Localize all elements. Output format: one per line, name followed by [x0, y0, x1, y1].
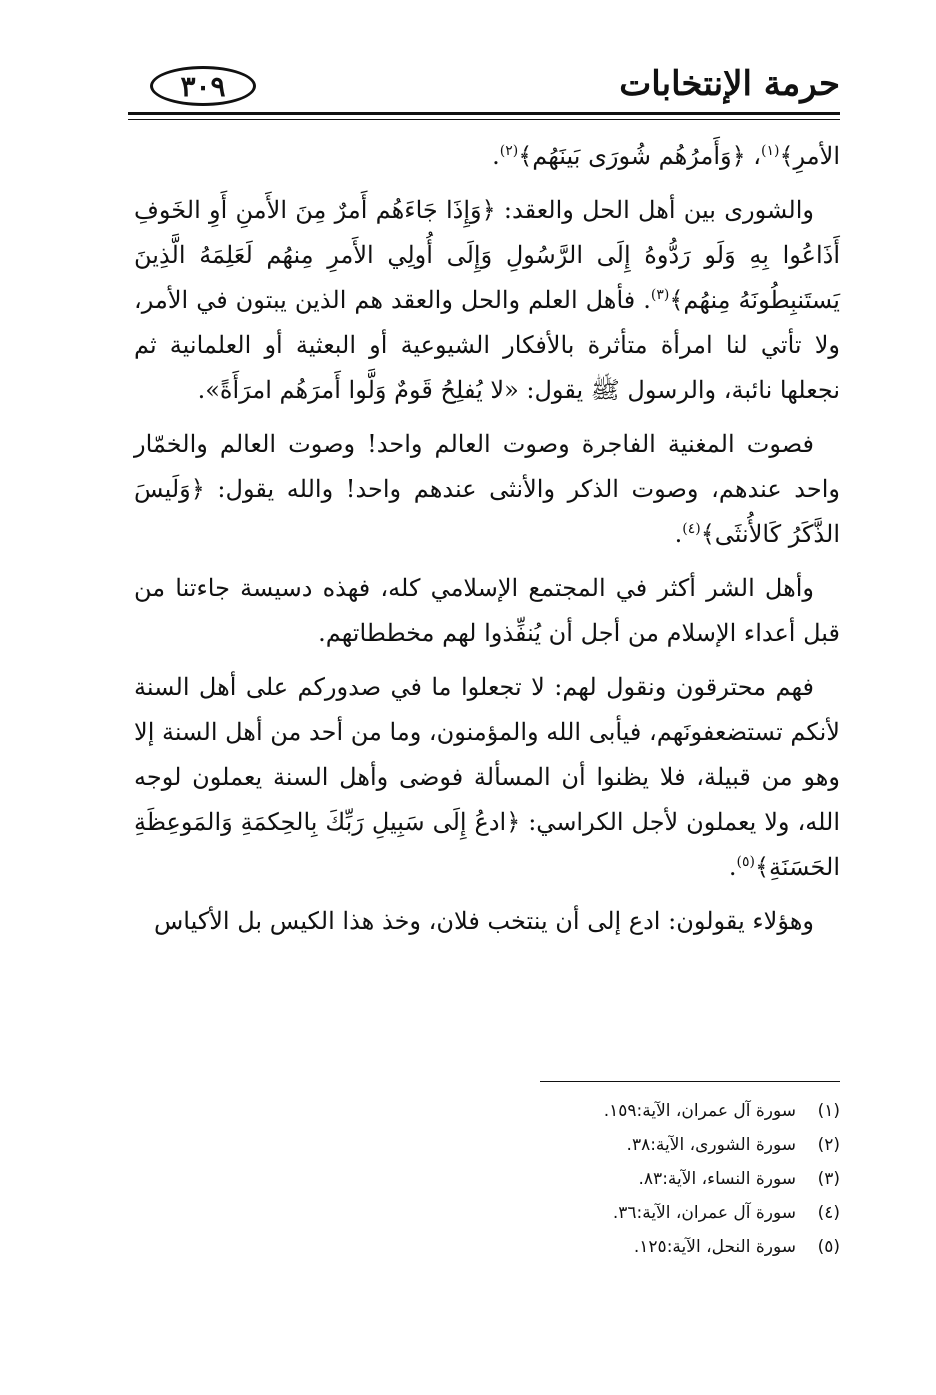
footnote-number: (٢) — [817, 1135, 840, 1155]
footnote-ref: (٣) — [650, 287, 670, 303]
header-rule-thick — [128, 112, 840, 115]
body-text — [134, 134, 840, 953]
footnote-ref: (٤) — [682, 521, 701, 537]
header-rule-thin — [128, 119, 840, 120]
footnote-text: سورة آل عمران، الآية:٣٦. — [612, 1203, 796, 1223]
footnotes — [420, 1094, 840, 1264]
footnote — [420, 1094, 840, 1128]
footnote-number: (٣) — [817, 1169, 840, 1189]
footnote-number: (٤) — [817, 1203, 840, 1223]
footnote-text: سورة الشورى، الآية:٣٨. — [626, 1135, 796, 1155]
paragraph: وأهل الشر أكثر في المجتمع الإسلامي كله، فهذه دسيسة جاءتنا من قبل أعداء الإسلام من أجل أن يُنفِّذوا لهم مخططاتهم. — [134, 574, 840, 647]
footnote — [420, 1230, 840, 1264]
footnote-text: سورة آل عمران، الآية:١٥٩. — [603, 1101, 796, 1121]
paragraph: فهم محترقون ونقول لهم: لا تجعلوا ما في صدوركم على أهل السنة لأنكم تستضعفونَهم، فيأبى الله والمؤمنون، وما من أحد من أهل السنة إلا وهو من قبيلة، فلا يظنوا أن المسألة فوضى وأهل السنة يعملون لوجه الله، ولا يعملون لأجل الكراسي: ﴿ادعُ إِلَى سَبِيلِ رَبِّكَ بِالحِكمَةِ وَالمَوعِظَةِ الحَسَنَةِ﴾$^{(٥)}$. — [134, 673, 841, 881]
footnote-number: (١) — [817, 1101, 840, 1121]
footnote-ref: (٢) — [499, 143, 519, 159]
paragraph: الأمرِ﴾$^{(١)}$، ﴿وَأَمرُهُم شُورَى بَينَهُم﴾$^{(٢)}$. — [492, 142, 840, 170]
footnote-text: سورة النحل، الآية:١٢٥. — [633, 1237, 796, 1257]
footnote-ref: (٥) — [736, 854, 755, 870]
footnote — [420, 1128, 840, 1162]
footnote — [420, 1196, 840, 1230]
running-title: حرمة الإنتخابات — [619, 64, 840, 104]
footnote-ref: (١) — [761, 143, 780, 159]
footnote-separator — [540, 1081, 840, 1082]
page-number: ٣٠٩ — [150, 66, 256, 106]
paragraph: والشورى بين أهل الحل والعقد: ﴿وَإِذَا جَاءَهُم أَمرٌ مِنَ الأَمنِ أَوِ الخَوفِ أَذَاعُوا بِهِ وَلَو رَدُّوهُ إِلَى الرَّسُولِ وَإِلَى أُولِي الأَمرِ مِنهُم لَعَلِمَهُ الَّذِينَ يَستَنبِطُونَهُ مِنهُم﴾$^{(٣)}$. فأهل العلم والحل والعقد هم الذين يبتون في الأمر، ولا تأتي لنا امرأة متأثرة بالأفكار الشيوعية أو البعثية أو العلمانية ثم نجعلها نائبة، والرسول ﷺ يقول: «لا يُفلِحُ قَومٌ وَلَّوا أَمرَهُم امرَأَةً». — [134, 196, 841, 404]
paragraph: وهؤلاء يقولون: ادع إلى أن ينتخب فلان، وخذ هذا الكيس بل الأكياس — [153, 907, 814, 935]
footnote — [420, 1162, 840, 1196]
paragraph: فصوت المغنية الفاجرة وصوت العالم واحد! وصوت العالم والخمّار واحد عندهم، وصوت الذكر والأنثى عندهم واحد! والله يقول: ﴿وَلَيسَ الذَّكَرُ كَالأُنثَى﴾$^{(٤)}$. — [134, 430, 840, 548]
page-header — [128, 62, 840, 126]
footnote-text: سورة النساء، الآية:٨٣. — [638, 1169, 796, 1189]
footnote-number: (٥) — [817, 1237, 840, 1257]
